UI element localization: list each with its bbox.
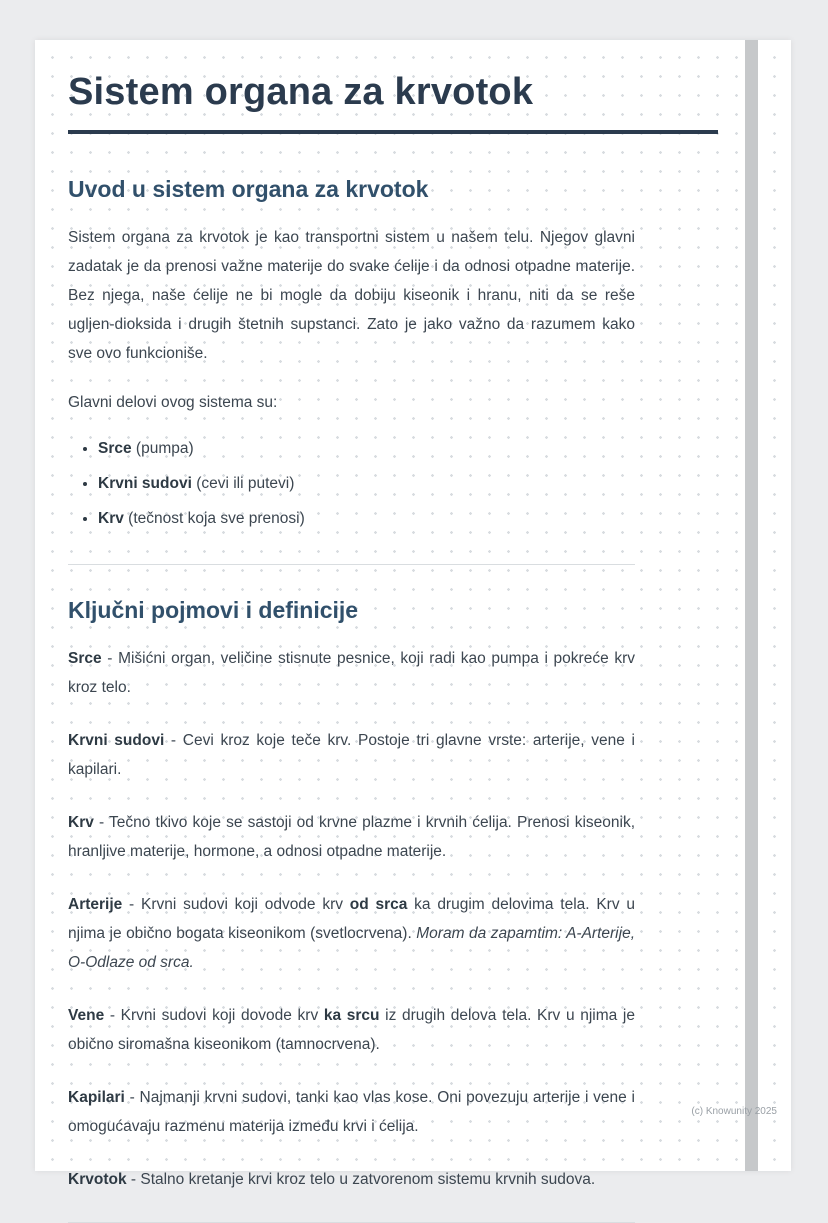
definition-text: - Krvni sudovi koji dovode krv (104, 1006, 324, 1024)
list-term: Krv (98, 509, 124, 527)
definition-term: Krv (68, 813, 94, 831)
definition-srce (68, 644, 635, 702)
parts-list (68, 437, 635, 530)
list-intro: Glavni delovi ovog sistema su: (68, 393, 278, 411)
copyright: (c) Knowunity 2025 (691, 1106, 777, 1117)
definition-krvotok (68, 1165, 635, 1194)
intro-paragraph: Sistem organa za krvotok je kao transportni sistem u našem telu. Njegov glavni zadatak je da prenosi važne materije do svake ćelije i da odnosi otpadne materije. Bez njega, naše ćelije ne bi mogle da dobiju kiseonik i hranu, niti da se reše ugljen-dioksida i drugih štetnih supstanci. Zato je jako važno da razumem kako sve ovo funkcioniše. (68, 228, 635, 362)
document-page (35, 40, 791, 1188)
definition-text: - Tečno tkivo koje se sastoji od krvne plazme i krvnih ćelija. Prenosi kiseonik, hranljive materije, hormone, a odnosi otpadne materije. (68, 813, 635, 860)
definition-krvni-sudovi (68, 726, 635, 784)
scrollbar[interactable] (745, 40, 758, 1171)
definition-text: - Mišićni organ, veličine stisnute pesnice, koji radi kao pumpa i pokreće krv kroz telo. (68, 649, 635, 696)
list-desc: (pumpa) (131, 439, 194, 457)
definition-term: Srce (68, 649, 102, 667)
list-term: Srce (98, 439, 132, 457)
list-term: Krvni sudovi (98, 474, 192, 492)
definition-arterije (68, 890, 635, 977)
definition-term: Kapilari (68, 1088, 125, 1106)
definition-text: - Cevi kroz koje teče krv. Postoje tri glavne vrste: arterije, vene i kapilari. (68, 731, 635, 778)
list-desc: (cevi ili putevi) (191, 474, 295, 492)
definition-term: Krvotok (68, 1170, 127, 1188)
title-divider (68, 130, 718, 134)
definition-text: iz drugih delova tela. Krv u njima je obično siromašna kiseonikom (tamnocrvena). (68, 1006, 635, 1053)
page-title: Sistem organa za krvotok (68, 71, 534, 113)
definition-term: Vene (68, 1006, 105, 1024)
list-desc: (tečnost koja sve prenosi) (123, 509, 305, 527)
definition-text: - Najmanji krvni sudovi, tanki kao vlas kose. Oni povezuju arterije i vene i omogućavaju razmenu materija između krvi i ćelija. (68, 1088, 635, 1135)
definition-text: - Krvni sudovi koji odvode krv (122, 895, 350, 913)
definition-emphasis: ka srcu (323, 1006, 380, 1024)
definition-note: Moram da zapamtim: A-Arterije, O-Odlaze od srca. (68, 924, 635, 971)
section-divider (68, 564, 635, 565)
definition-kapilari (68, 1083, 635, 1141)
definition-krv (68, 808, 635, 866)
list-item-krvni-sudovi (98, 472, 635, 495)
definition-term: Arterije (68, 895, 123, 913)
bottom-divider (68, 1222, 635, 1223)
list-item-krv (98, 507, 635, 530)
definition-emphasis: od srca (349, 895, 408, 913)
definition-text: ka drugim delovima tela. Krv u njima je obično bogata kiseonikom (svetlocrvena). (68, 895, 635, 942)
definition-vene (68, 1001, 635, 1059)
definition-term: Krvni sudovi (68, 731, 165, 749)
section-heading-intro: Uvod u sistem organa za krvotok (68, 175, 429, 202)
document-content (68, 70, 718, 1223)
definition-text: - Stalno kretanje krvi kroz telo u zatvorenom sistemu krvnih sudova. (126, 1170, 596, 1188)
list-item-srce (98, 437, 635, 460)
section-heading-terms: Ključni pojmovi i definicije (68, 596, 359, 623)
